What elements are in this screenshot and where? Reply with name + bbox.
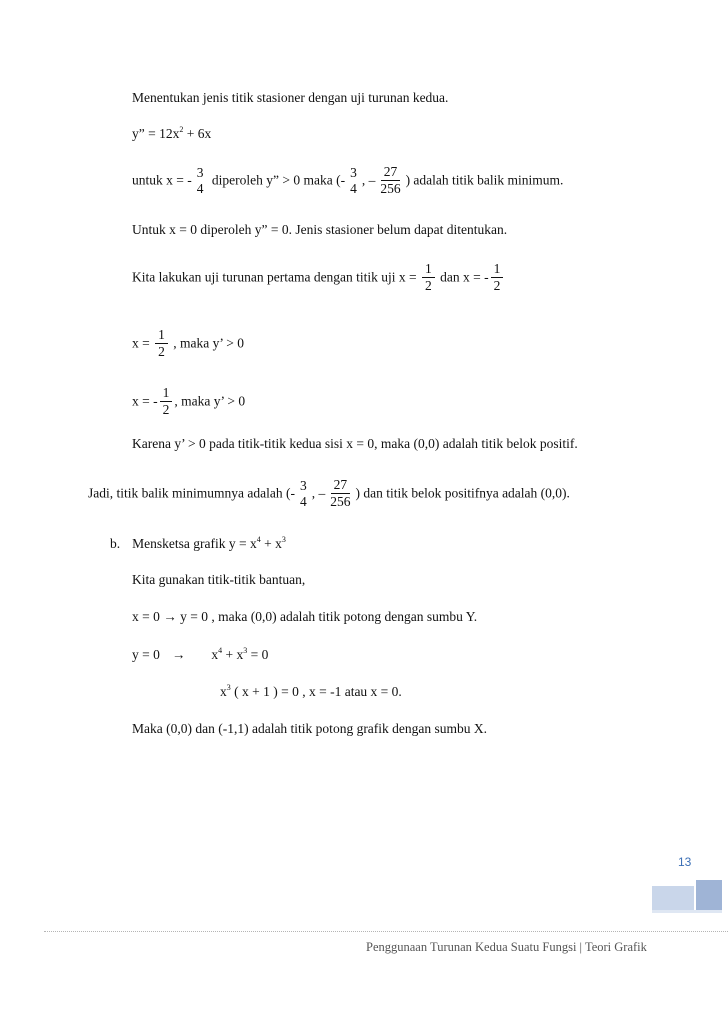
footer-text: Penggunaan Turunan Kedua Suatu Fungsi | Teori Grafik: [366, 940, 647, 954]
equation-line: $y = 0 \to x^4 + x^3 = 0$: [132, 646, 269, 662]
fraction: $\frac{27}{256}$: [380, 164, 401, 196]
fraction: 3 4: [299, 477, 307, 509]
page-number: 13: [678, 855, 692, 869]
text-line: x = $\frac{1}{2}$ , maka y’ > 0: [132, 327, 244, 359]
text-line: x = - $\frac{1}{2}$ , maka y’ > 0: [132, 385, 246, 417]
text-line: Untuk x = 0 diperoleh y” = 0. Jenis stasioner belum dapat ditentukan.: [132, 222, 508, 237]
equation-line: $x^3$ ( x + 1 ) = 0 , x = -1 atau x = 0.: [220, 683, 402, 699]
text-line: Karena y’ > 0 pada titik-titik kedua sisi x = 0, maka (0,0) adalah titik belok positif.: [132, 436, 578, 451]
fraction: $\frac{1}{2}$: [160, 385, 173, 418]
fraction: $\frac{1}{2}$: [155, 327, 168, 360]
text-line-conclusion: Jadi, titik balik minimumnya adalah (- 3 4 , – $\frac{27}{256}$ ) dan titik belok positifnya adalah (0,0).: [88, 477, 570, 509]
fraction: $\frac{1}{2}$: [422, 261, 435, 294]
text-line-test-points: Kita lakukan uji turunan pertama dengan titik uji x = $\frac{1}{2}$ dan x = - $\frac{1}{2}$: [132, 262, 505, 295]
decorative-blocks: [646, 880, 726, 914]
equation-second-derivative: y” = $12x^2 + 6x$: [132, 125, 212, 141]
text-line-minimum: untuk x = - 3 4 diperoleh y” > 0 maka (- 3 4 , – $\frac{27}{256}$ ) adalah titik balik minimum.: [132, 164, 564, 196]
footer-divider: [44, 931, 728, 932]
text-line: x = 0 → y = 0 , maka (0,0) adalah titik potong dengan sumbu Y.: [132, 609, 478, 624]
text-line: Kita gunakan titik-titik bantuan,: [132, 572, 306, 587]
fraction: $\frac{1}{2}$: [491, 261, 504, 294]
fraction: 3 4: [350, 164, 357, 196]
text-line: Maka (0,0) dan (-1,1) adalah titik potong grafik dengan sumbu X.: [132, 721, 488, 736]
fraction: 3 4: [196, 164, 204, 196]
section-heading-b: b. Mensketsa grafik $y = x^4 + x^3$: [110, 535, 286, 551]
text-line: Menentukan jenis titik stasioner dengan uji turunan kedua.: [132, 90, 449, 105]
fraction: $\frac{27}{256}$: [330, 477, 351, 509]
